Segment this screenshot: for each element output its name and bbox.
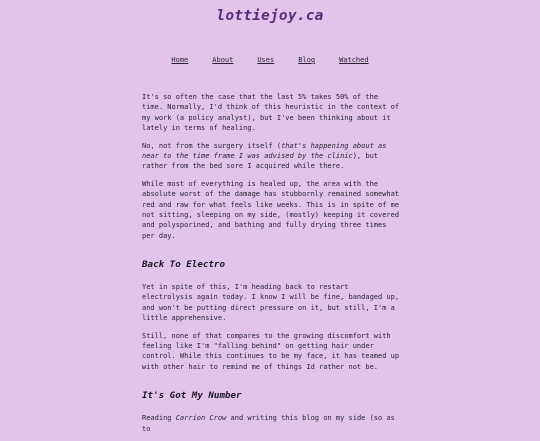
paragraph-6-emphasis: Carrion Crow — [175, 414, 227, 423]
nav-home-link[interactable]: Home — [171, 56, 189, 64]
paragraph-1: It's so often the case that the last 5% takes 50% of the time. Normally, I'd think of this heuristic in the context of my work (a policy analyst), but I've been thinking about it lately in terms of healing. — [142, 93, 400, 132]
nav-about-link[interactable]: About — [212, 56, 234, 64]
site-title[interactable]: lottiejoy.ca — [216, 8, 324, 24]
heading-its-got-my-number: It's Got My Number — [142, 390, 242, 402]
paragraph-2-emphasis: that's happening about as near to the time frame I was advised by the clinic — [142, 141, 387, 160]
nav-uses-link[interactable]: Uses — [257, 56, 275, 64]
paragraph-2 — [142, 141, 400, 172]
paragraph-3: While most of everything is healed up, the area with the absolute worst of the damage has stubbornly remained somewhat red and raw for what feels like weeks. This is in spite of me not sitting, sleeping on my side, (mostly) keeping it covered and polysporined, and bathing and fully drying three times per day. — [142, 180, 400, 240]
main-nav — [0, 56, 540, 64]
paragraph-6-start: Reading — [142, 414, 176, 423]
paragraph-6-end: and writing this blog on my side (so as to — [142, 414, 395, 433]
paragraph-6 — [142, 413, 400, 434]
nav-watched-link[interactable]: Watched — [339, 56, 369, 64]
article-body — [142, 92, 400, 441]
nav-blog-link[interactable]: Blog — [298, 56, 316, 64]
paragraph-2-start: No, not from the surgery itself ( — [142, 141, 282, 150]
paragraph-4: Yet in spite of this, I'm heading back to restart electrolysis again today. I know I will be fine, bandaged up, and won't be putting direct pressure on it, but still, I'm a little apprehensive. — [142, 283, 400, 323]
heading-back-to-electro: Back To Electro — [142, 258, 225, 270]
paragraph-2-end: ), but rather from the bed sore I acquired while there. — [142, 151, 379, 171]
paragraph-5: Still, none of that compares to the growing discomfort with feeling like I'm "falling behind" on getting hair under control. While this continues to be my face, it has teamed up with other hair to remind me of things Id rather not be. — [142, 331, 400, 371]
